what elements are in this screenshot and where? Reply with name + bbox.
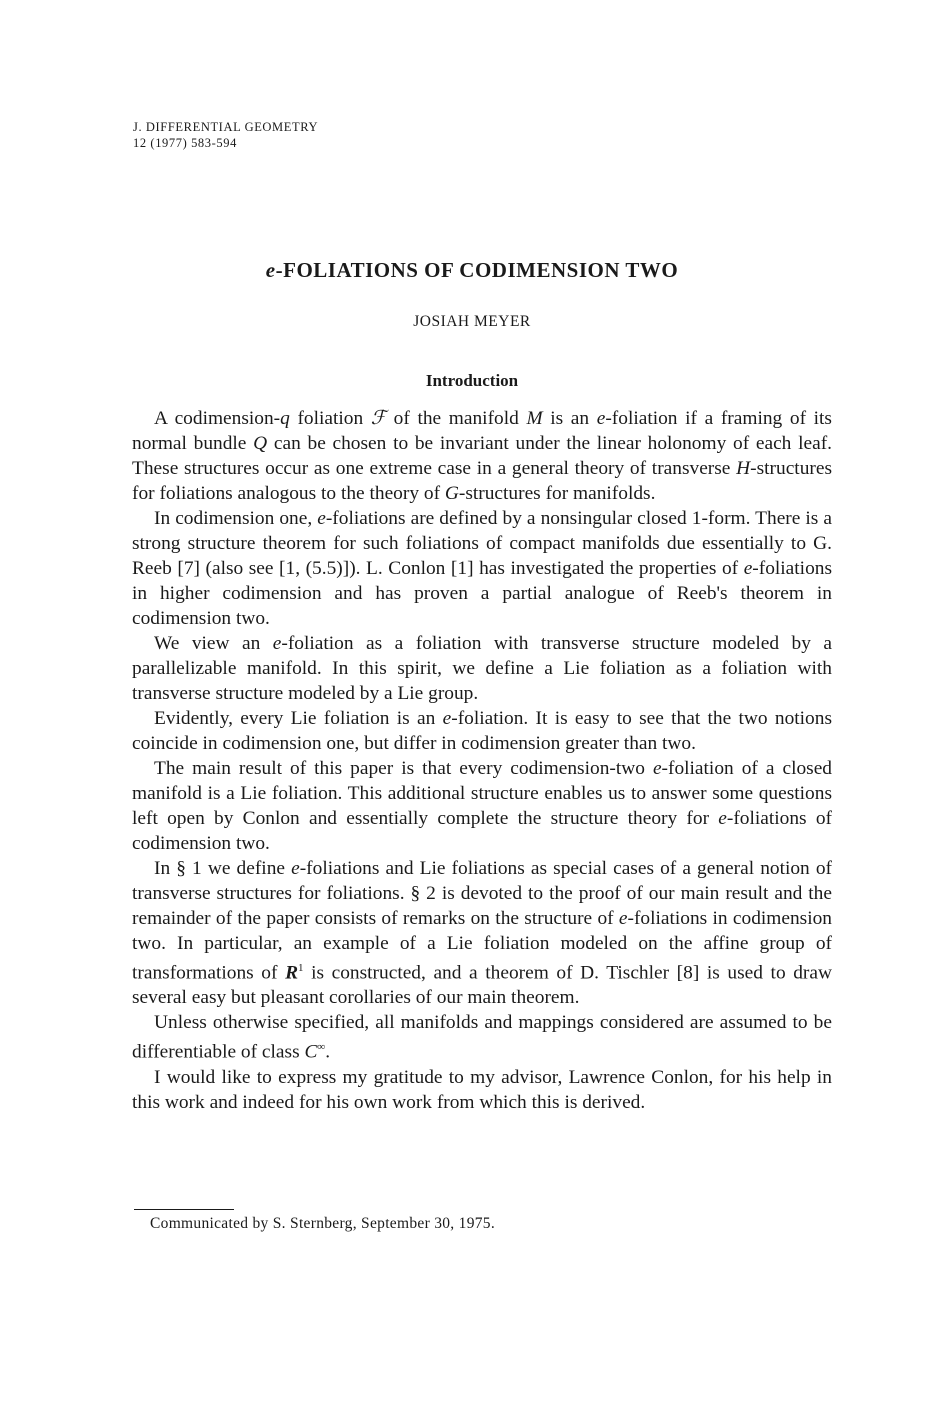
paragraph-6: In § 1 we define e-foliations and Lie foliations as special cases of a general notion of transverse structures for foliations. § 2 is devoted to the proof of our main result and the remainder of the paper consists of remarks on the structure of e-foliations in codimension two. In particular, an example of a Lie foliation modeled on the affine group of transformations of $R^1$ is constructed, and a theorem of D. Tischler [8] is used to draw several easy but pleasant corollaries of our main theorem. xyxy=(132,858,833,1009)
footnote-divider xyxy=(134,1209,234,1210)
paragraph-5: The main result of this paper is that every codimension-two e-foliation of a closed manifold is a Lie foliation. This additional structure enables us to answer some questions left open by Conlon and essentially complete the structure theory for e-foliations of codimension two. xyxy=(132,758,832,854)
journal-name: J. DIFFERENTIAL GEOMETRY xyxy=(133,120,319,134)
paragraph-2: In codimension one, e-foliations are defined by a nonsingular closed 1-form. There is a strong structure theorem for such foliations of compact manifolds due essentially to G. Reeb [7] (also see [1, (5.5)]). L. Conlon [1] has investigated the properties of e-foliations in higher codimension and has proven a partial analogue of Reeb's theorem in codimension two. xyxy=(132,508,832,629)
paper-title xyxy=(0,258,944,283)
title-text: -FOLIATIONS OF CODIMENSION TWO xyxy=(275,258,679,282)
paragraph-7: Unless otherwise specified, all manifolds and mappings considered are assumed to be differentiable of class C∞. xyxy=(132,1012,832,1063)
body-text xyxy=(132,406,832,1115)
footnote: Communicated by S. Sternberg, September 30, 1975. xyxy=(150,1215,496,1232)
journal-header xyxy=(133,119,318,151)
author-name: JOSIAH MEYER xyxy=(413,313,531,330)
paragraph-1: A codimension-q foliation ℱ of the manifold M is an e-foliation if a framing of its normal bundle Q can be chosen to be invariant under the linear holonomy of each leaf. These structures occur as one extreme case in a general theory of transverse H-structures for foliations analogous to the theory of G-structures for manifolds. xyxy=(132,408,832,504)
title-prefix: e xyxy=(265,258,276,282)
section-heading: Introduction xyxy=(425,371,519,390)
volume-info: 12 (1977) 583-594 xyxy=(133,136,237,150)
paragraph-3: We view an e-foliation as a foliation with transverse structure modeled by a parallelizable manifold. In this spirit, we define a Lie foliation as a foliation with transverse structure modeled by a Lie group. xyxy=(132,633,832,704)
paragraph-8: I would like to express my gratitude to my advisor, Lawrence Conlon, for his help in this work and indeed for his own work from which this is derived. xyxy=(132,1066,832,1113)
paragraph-4: Evidently, every Lie foliation is an e-foliation. It is easy to see that the two notions coincide in codimension one, but differ in codimension greater than two. xyxy=(132,708,832,754)
